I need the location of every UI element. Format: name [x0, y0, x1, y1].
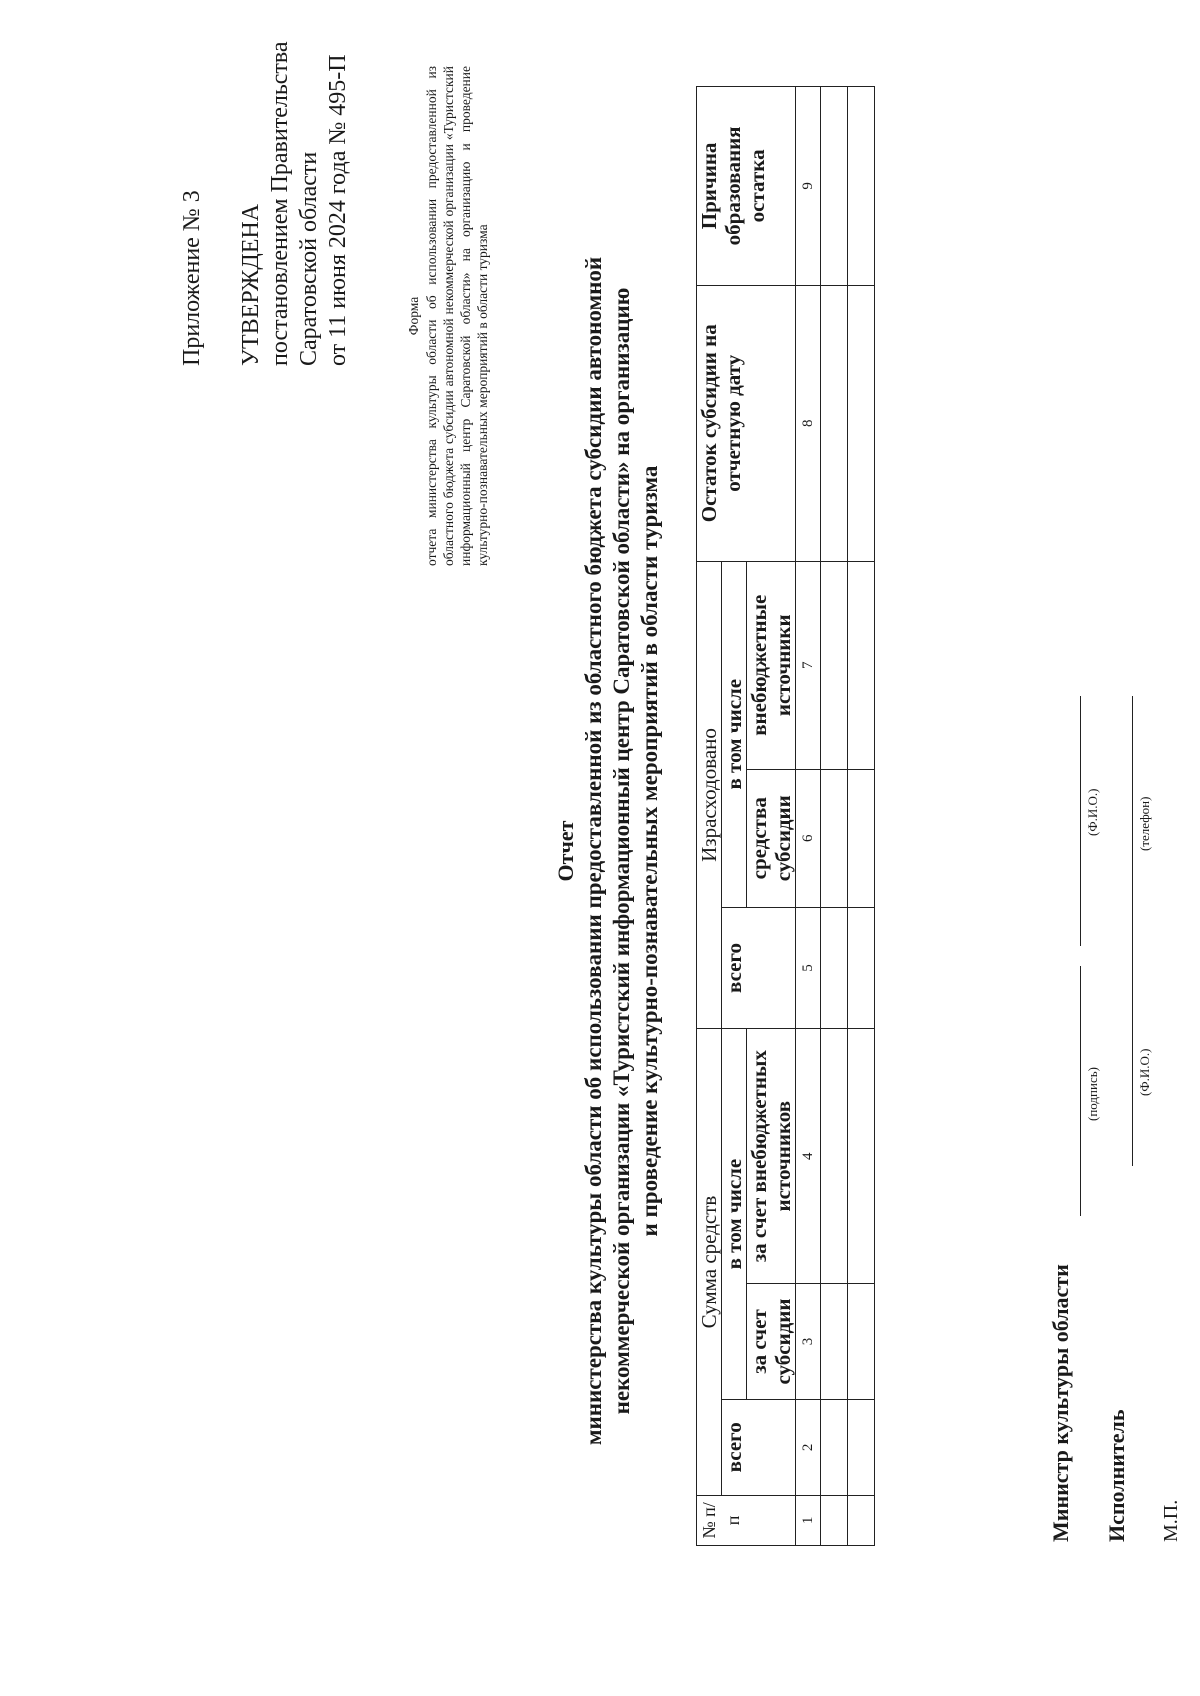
column-numbers-row [796, 87, 821, 1546]
name-line [1080, 696, 1081, 946]
executor-name-hint: (Ф.И.О.) [1137, 1048, 1152, 1096]
phone-line [1132, 696, 1133, 946]
header-sum-subsidy: за счет субсидии [747, 1284, 796, 1400]
header-spent-subsidy: средства субсидии [747, 769, 796, 907]
form-label: Форма [406, 296, 421, 336]
name-hint: (Ф.И.О.) [1085, 788, 1100, 836]
stamp-label: М.П. [1160, 1499, 1182, 1542]
table-cell [848, 1495, 875, 1545]
column-number: 5 [796, 907, 821, 1029]
approval-block [178, 26, 353, 366]
table-row [821, 87, 848, 1546]
table-cell [848, 561, 875, 769]
header-np: № п/п [697, 1495, 796, 1545]
table-cell [848, 87, 875, 286]
table-cell [821, 285, 848, 561]
column-number: 3 [796, 1284, 821, 1400]
table-cell [848, 1284, 875, 1400]
table-cell [848, 769, 875, 907]
signature-hint: (подпись) [1085, 1067, 1100, 1121]
table-cell [848, 285, 875, 561]
report-title [552, 86, 664, 1616]
minister-label: Министр культуры области [1048, 1264, 1073, 1542]
header-sum-incl: в том числе [722, 1029, 747, 1400]
form-caption [405, 66, 491, 566]
approved-by-line-3: от 11 июня 2024 года № 495-П [325, 54, 351, 366]
report-title-line-2: некоммерческой организации «Туристский информационный центр Саратовской области» на организацию [609, 287, 634, 1415]
header-spent-extra: внебюджетные источники [747, 561, 796, 769]
table-cell [821, 907, 848, 1029]
header-sum-extra: за счет внебюджетных источников [747, 1029, 796, 1284]
column-number: 7 [796, 561, 821, 769]
table-cell [821, 769, 848, 907]
table-cell [821, 1284, 848, 1400]
header-balance: Остаток субсидии на отчетную дату [697, 285, 796, 561]
header-spent: Израсходовано [697, 561, 722, 1029]
column-number: 6 [796, 769, 821, 907]
column-number: 9 [796, 87, 821, 286]
report-heading: Отчет [553, 820, 578, 882]
table-cell [848, 907, 875, 1029]
phone-hint: (телефон) [1137, 796, 1152, 851]
table-cell [821, 87, 848, 286]
column-number: 4 [796, 1029, 821, 1284]
table-row [848, 87, 875, 1546]
approved-label: УТВЕРЖДЕНА [238, 203, 264, 366]
table-cell [848, 1399, 875, 1495]
approved-by-line-1: постановлением Правительства [267, 41, 293, 366]
form-description: отчета министерства культуры области об использовании предоставленной из областного бюджета субсидии автономной некоммерческой организации «Туристский информационный центр Саратовской области» на организацию и проведение культурно-познавательных мероприятий в области туризма [424, 66, 490, 566]
report-table [696, 86, 875, 1546]
column-number: 2 [796, 1399, 821, 1495]
report-title-line-1: министерства культуры области об использовании предоставленной из областного бюджета субсидии автономной [581, 256, 606, 1446]
annex-number: Приложение № 3 [179, 190, 205, 366]
header-reason: Причина образования остатка [697, 87, 796, 286]
table-cell [821, 1399, 848, 1495]
column-number: 8 [796, 285, 821, 561]
header-sum-total: всего [722, 1399, 796, 1495]
signature-line [1080, 966, 1081, 1216]
header-spent-total: всего [722, 907, 796, 1029]
table-cell [821, 561, 848, 769]
table-cell [821, 1029, 848, 1284]
header-sum: Сумма средств [697, 1029, 722, 1495]
column-number: 1 [796, 1495, 821, 1545]
approved-by-line-2: Саратовской области [296, 151, 322, 366]
executor-label: Исполнитель [1104, 1409, 1129, 1542]
table-cell [848, 1029, 875, 1284]
table-cell [821, 1495, 848, 1545]
report-title-line-3: и проведение культурно-познавательных мероприятий в области туризма [637, 465, 662, 1237]
header-spent-incl: в том числе [722, 561, 747, 907]
executor-name-line [1132, 946, 1133, 1166]
